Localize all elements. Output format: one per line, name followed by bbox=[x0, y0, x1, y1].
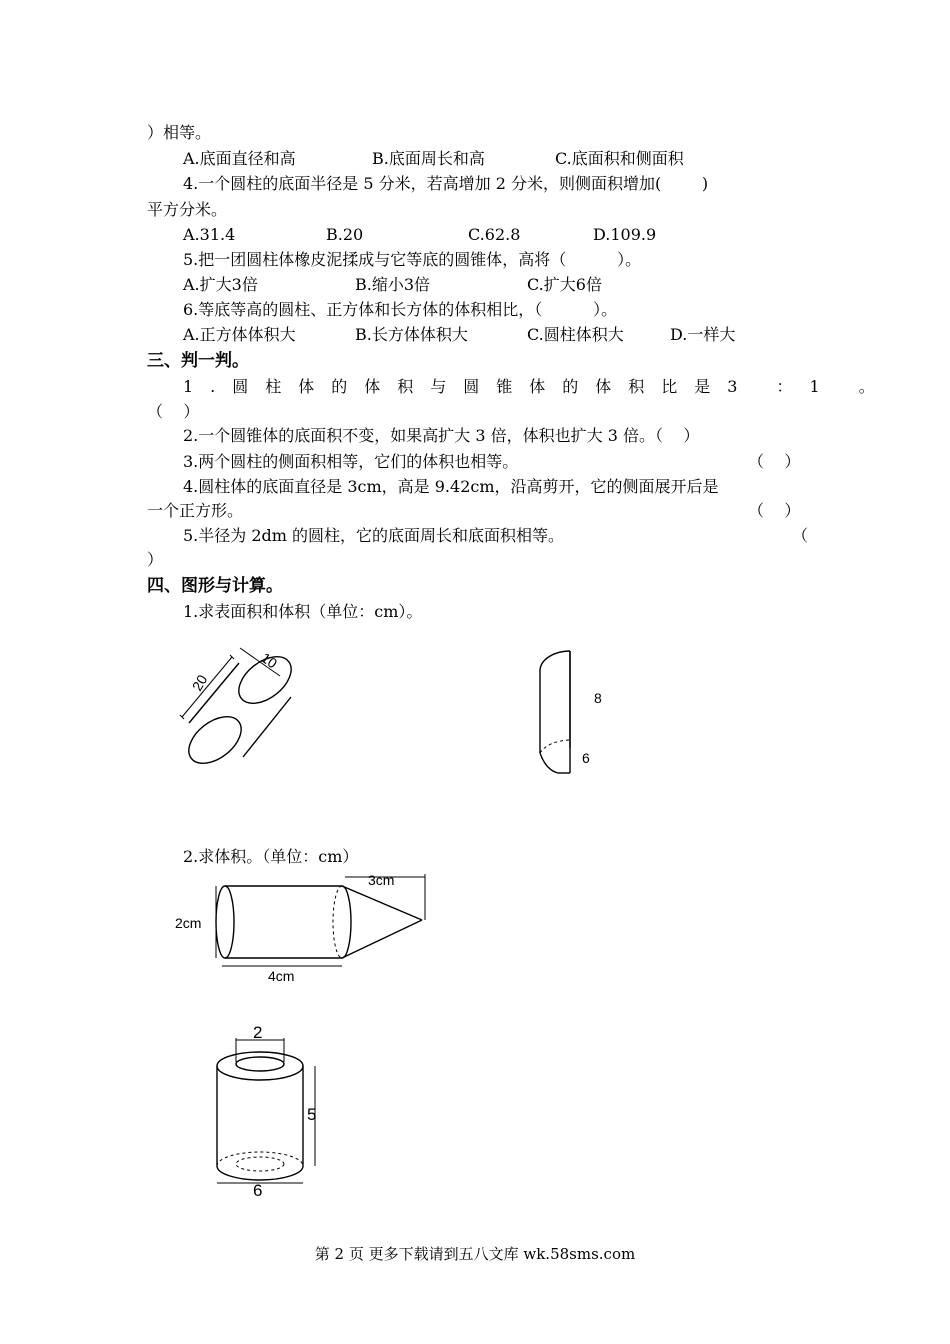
q6-option-a: A.正方体体积大 bbox=[183, 325, 296, 344]
q6-option-b: B.长方体体积大 bbox=[355, 325, 468, 344]
judge1-line1: 1.圆柱体的体积与圆锥体的体积比是3 ：1 。 bbox=[183, 377, 892, 396]
page-footer: 第 2 页 更多下载请到五八文库 wk.58sms.com bbox=[314, 1245, 636, 1263]
judge3-paren: （ ） bbox=[748, 452, 801, 471]
problem2-text: 2.求体积。（单位：cm） bbox=[183, 847, 359, 866]
fig4-label-6: 6 bbox=[253, 1181, 263, 1198]
judge4-line1: 4.圆柱体的底面直径是 3cm，高是 9.42cm，沿高剪开，它的侧面展开后是 bbox=[183, 477, 719, 496]
half-cylinder-figure bbox=[528, 648, 618, 778]
judge2-text: 2.一个圆锥体的底面积不变，如果高扩大 3 倍，体积也扩大 3 倍。（ ） bbox=[183, 426, 700, 445]
fig1-label-20: 20 bbox=[188, 672, 211, 694]
judge4-line2: 一个正方形。 bbox=[147, 501, 244, 520]
fig3-label-3cm: 3cm bbox=[368, 872, 395, 888]
q5-option-b: B.缩小3倍 bbox=[355, 275, 431, 294]
q6-text: 6.等底等高的圆柱、正方体和长方体的体积相比，（ ）。 bbox=[183, 300, 618, 319]
fig3-label-2cm: 2cm bbox=[175, 915, 202, 931]
q4-option-b: B.20 bbox=[326, 225, 364, 244]
judge5-paren-close: ） bbox=[147, 550, 164, 569]
q4-option-d: D.109.9 bbox=[593, 225, 657, 244]
q4-line2: 平方分米。 bbox=[147, 200, 228, 219]
q3-option-c: C.底面积和侧面积 bbox=[555, 149, 684, 168]
q4-option-a: A.31.4 bbox=[183, 225, 236, 244]
problem1-text: 1.求表面积和体积（单位：cm）。 bbox=[183, 602, 423, 621]
q6-option-d: D.一样大 bbox=[670, 325, 736, 344]
q3-tail: ）相等。 bbox=[147, 123, 212, 142]
judge4-paren: （ ） bbox=[748, 501, 801, 520]
q4-option-c: C.62.8 bbox=[468, 225, 521, 244]
judge5-paren-open: （ bbox=[792, 526, 809, 545]
q6-option-c: C.圆柱体积大 bbox=[527, 325, 624, 344]
section3-heading: 三、判一判。 bbox=[147, 351, 249, 371]
q4-line1: 4.一个圆柱的底面半径是 5 分米，若高增加 2 分米，则侧面积增加( ) bbox=[183, 174, 709, 193]
judge1-paren: （ ） bbox=[147, 402, 200, 421]
fig2-label-6: 6 bbox=[582, 750, 590, 766]
q3-option-a: A.底面直径和高 bbox=[183, 149, 296, 168]
judge5-text: 5.半径为 2dm 的圆柱，它的底面周长和底面积相等。 bbox=[183, 526, 565, 545]
hollow-cylinder-figure bbox=[205, 1018, 335, 1198]
q5-option-c: C.扩大6倍 bbox=[527, 275, 602, 294]
fig3-label-4cm: 4cm bbox=[268, 968, 295, 984]
fig1-label-10: 10 bbox=[258, 649, 281, 672]
tilted-cylinder-figure bbox=[170, 640, 300, 780]
fig4-label-5: 5 bbox=[307, 1105, 317, 1124]
q5-text: 5.把一团圆柱体橡皮泥揉成与它等底的圆锥体，高将（ ）。 bbox=[183, 250, 642, 269]
fig4-label-2: 2 bbox=[253, 1023, 263, 1042]
q5-option-a: A.扩大3倍 bbox=[183, 275, 258, 294]
cylinder-cone-figure bbox=[170, 870, 440, 990]
fig2-label-8: 8 bbox=[594, 690, 602, 706]
judge3-text: 3.两个圆柱的侧面积相等，它们的体积也相等。 bbox=[183, 452, 519, 471]
section4-heading: 四、图形与计算。 bbox=[147, 576, 283, 596]
q3-option-b: B.底面周长和高 bbox=[372, 149, 485, 168]
